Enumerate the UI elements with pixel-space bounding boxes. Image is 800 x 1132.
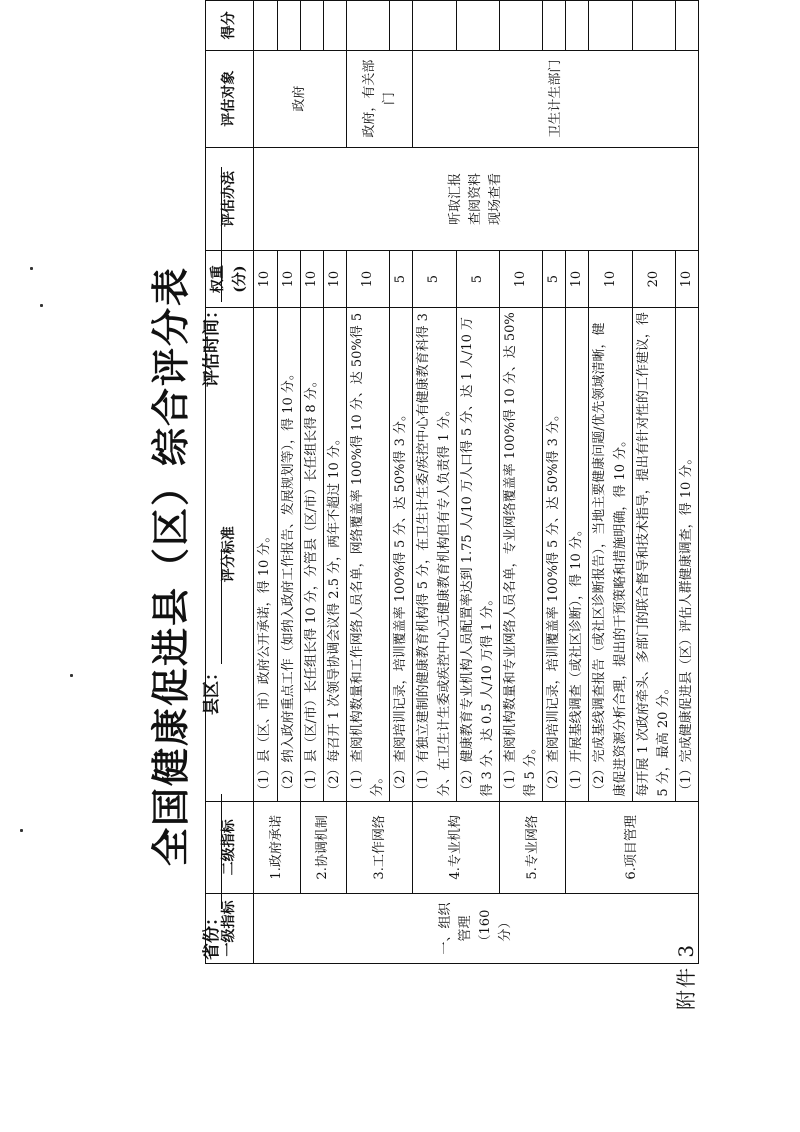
scan-speck	[30, 267, 33, 270]
header-method: 评估办法	[206, 147, 254, 251]
criteria-cell: （1）查阅机构数量和专业网络人员名单，专业网络覆盖率 100%得 10 分、达 50%得 5 分。	[499, 307, 542, 801]
weight-cell: 5	[456, 251, 499, 307]
score-cell[interactable]	[346, 1, 389, 51]
level2-cell: 1.政府承诺	[254, 801, 300, 893]
score-cell[interactable]	[543, 1, 566, 51]
page-title: 全国健康促进县（区）综合评分表	[148, 266, 193, 867]
header-level1: 一级指标	[206, 894, 254, 964]
header-weight: 权重(分)	[206, 251, 254, 307]
method-cell	[254, 147, 699, 251]
weight-cell: 10	[323, 251, 346, 307]
criteria-cell: （2）完成基线调查报告（或社区诊断报告），当地主要健康问题/优先领域清晰，健康促进资源分析合理，提出的干预策略和措施明确，得 10 分。	[589, 307, 632, 801]
table-row	[346, 1, 389, 964]
header-criteria: 评分标准	[206, 307, 254, 801]
weight-cell: 10	[346, 251, 389, 307]
target-cell: 政府，有关部门	[346, 50, 412, 147]
weight-cell: 10	[277, 251, 300, 307]
target-cell: 政府	[254, 50, 347, 147]
weight-cell: 10	[254, 251, 277, 307]
header-row	[206, 1, 254, 964]
table-row	[413, 1, 456, 964]
weight-cell: 10	[589, 251, 632, 307]
level2-cell: 5.专业网络	[499, 801, 565, 893]
score-cell[interactable]	[390, 1, 413, 51]
table-row	[254, 1, 277, 964]
criteria-cell: （1）完成健康促进县（区）评估人群健康调查，得 10 分。	[676, 307, 699, 801]
criteria-cell: （1）开展基线调查（或社区诊断），得 10 分。	[566, 307, 589, 801]
method-text: 听取汇报 查阅资料 现场查看	[448, 173, 504, 226]
header-target: 评估对象	[206, 50, 254, 147]
level2-cell: 6.项目管理	[566, 801, 699, 893]
criteria-cell: （1）县（区、市）政府公开承诺，得 10 分。	[254, 307, 277, 801]
level2-cell: 3.工作网络	[346, 801, 412, 893]
criteria-cell: 每开展 1 次政府牵头、多部门的联合督导和技术指导，提出有针对性的工作建议，得 5 分，最高 20 分。	[632, 307, 675, 801]
criteria-cell: （2）查阅培训记录，培训覆盖率 100%得 5 分、达 50%得 3 分。	[390, 307, 413, 801]
level1-cell: 一、组织管理（160 分）	[254, 894, 699, 964]
province-label: 省份：	[202, 909, 222, 960]
scan-speck	[40, 304, 43, 307]
score-cell[interactable]	[589, 1, 632, 51]
weight-cell: 10	[499, 251, 542, 307]
score-cell[interactable]	[566, 1, 589, 51]
header-level2: 二级指标	[206, 801, 254, 893]
criteria-cell: （1）县（区/市）长任组长得 10 分，分管县（区/市）长任组长得 8 分。	[300, 307, 323, 801]
level2-cell: 2.协调机制	[300, 801, 346, 893]
score-cell[interactable]	[300, 1, 323, 51]
attachment-label: 附件 3	[674, 942, 698, 1010]
criteria-cell: （1）有独立建制的健康教育机构得 5 分，在卫生计生委/疾控中心有健康教育科得 3 分、在卫生计生委或疾控中心无健康教育机构但有专人负责得 1 分。	[413, 307, 456, 801]
score-cell[interactable]	[413, 1, 456, 51]
weight-cell: 10	[676, 251, 699, 307]
county-label: 县区：	[202, 664, 222, 715]
weight-cell: 5	[390, 251, 413, 307]
criteria-cell: （1）查阅机构数量和工作网络人员名单，网络覆盖率 100%得 10 分、达 50%得 5 分。	[346, 307, 389, 801]
weight-cell: 10	[300, 251, 323, 307]
time-label: 评估时间：	[202, 302, 222, 387]
score-cell[interactable]	[676, 1, 699, 51]
criteria-cell: （2）查阅培训记录，培训覆盖率 100%得 5 分、达 50%得 3 分。	[543, 307, 566, 801]
weight-cell: 5	[543, 251, 566, 307]
scan-speck	[70, 674, 73, 677]
header-score: 得分	[206, 1, 254, 51]
score-cell[interactable]	[277, 1, 300, 51]
score-cell[interactable]	[254, 1, 277, 51]
scan-speck	[20, 829, 23, 832]
weight-cell: 10	[566, 251, 589, 307]
level2-cell: 4.专业机构	[413, 801, 500, 893]
score-cell[interactable]	[632, 1, 675, 51]
score-cell[interactable]	[456, 1, 499, 51]
score-cell[interactable]	[499, 1, 542, 51]
criteria-cell: （2）每召开 1 次领导协调会议得 2.5 分，两年不超过 10 分。	[323, 307, 346, 801]
target-cell: 卫生计生部门	[413, 50, 699, 147]
criteria-cell: （2）健康教育专业机构人员配置率达到 1.75 人/10 万人口得 5 分、达 1 人/10 万得 3 分、达 0.5 人/10 万得 1 分。	[456, 307, 499, 801]
score-table	[205, 0, 699, 964]
score-cell[interactable]	[323, 1, 346, 51]
criteria-cell: （2）纳入政府重点工作（如纳入政府工作报告、发展规划等），得 10 分。	[277, 307, 300, 801]
weight-cell: 5	[413, 251, 456, 307]
weight-cell: 20	[632, 251, 675, 307]
